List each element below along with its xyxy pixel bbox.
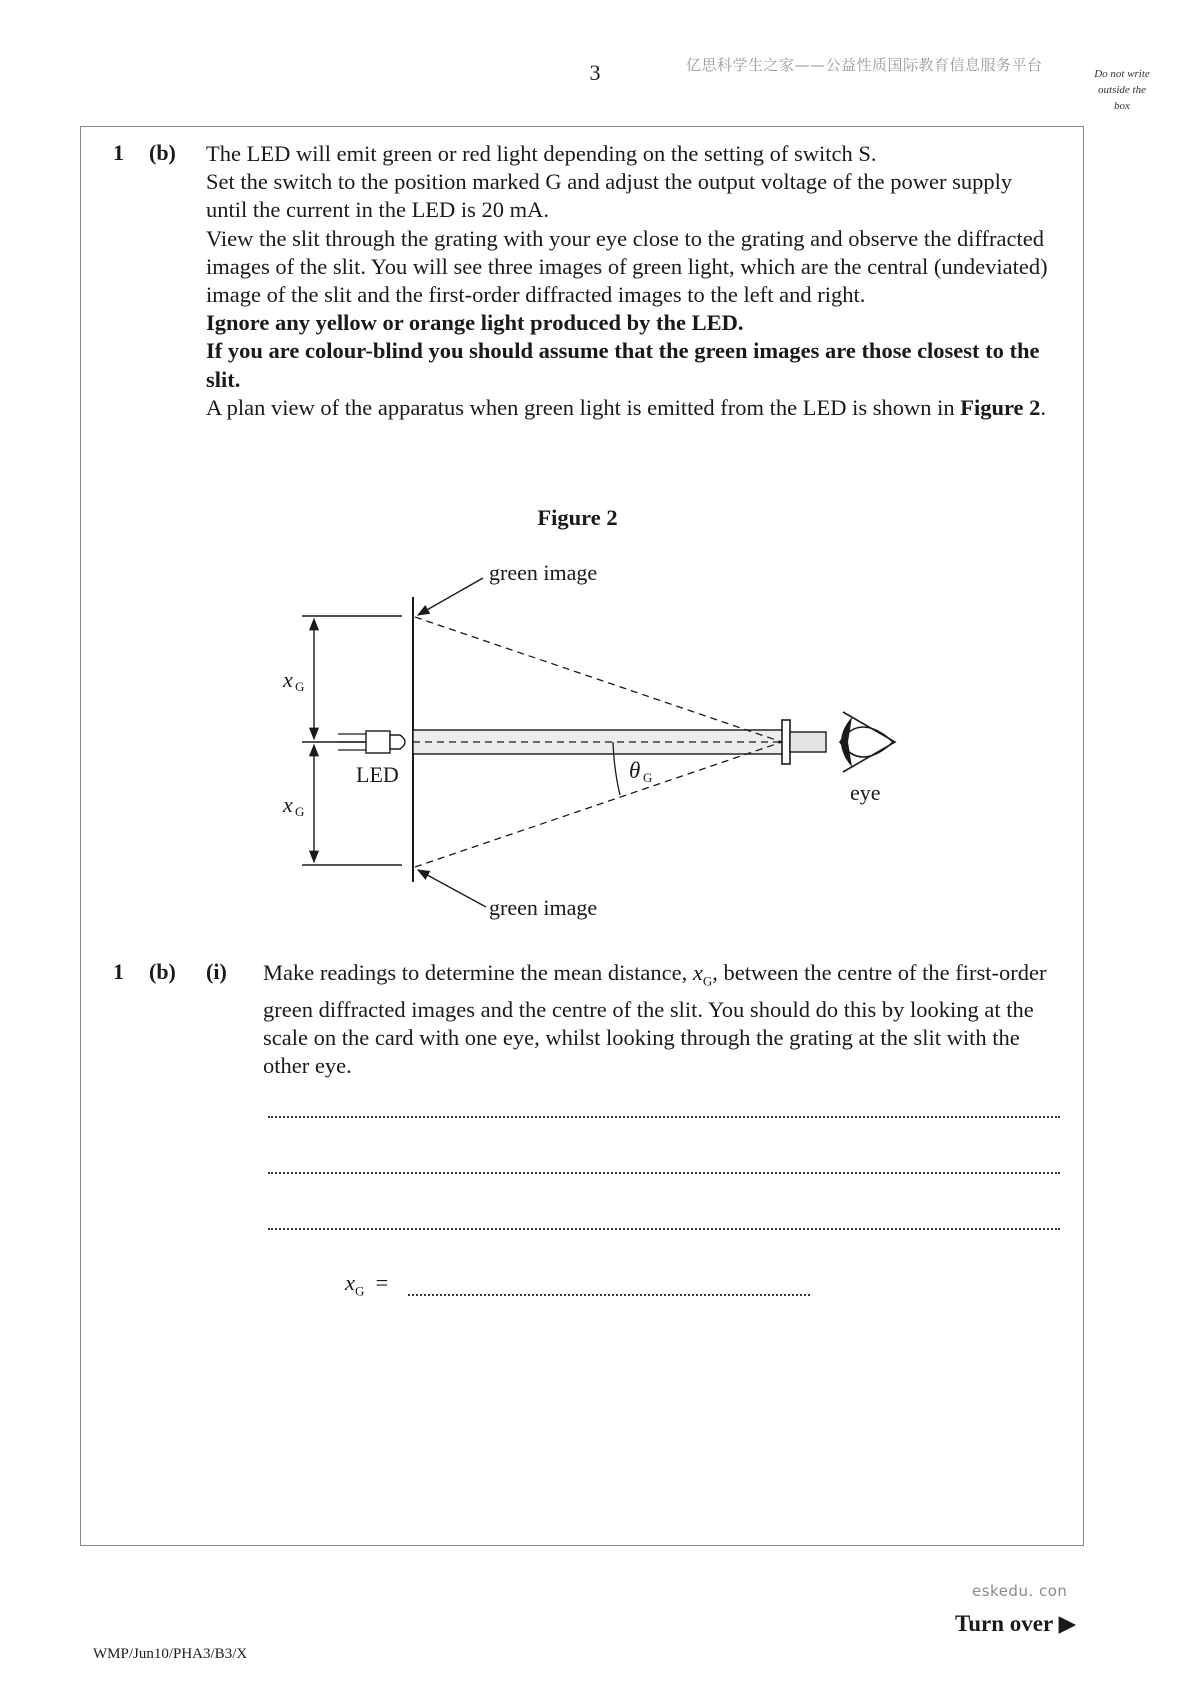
question-number: 1 (113, 140, 124, 165)
green-image-bottom-label: green image (489, 895, 598, 920)
answer-subscript: G (355, 1283, 365, 1299)
green-image-top-label: green image (489, 560, 598, 585)
paragraph: Set the switch to the position marked G and adjust the output voltage of the power supply until the current in the LED is 20 mA. (206, 169, 1013, 223)
question-number: 1 (113, 959, 124, 984)
question-text: , between the centre of the first-order green diffracted images and the centre of the slit. You should do this by looking at the scale on the card with one eye, whilst looking through the grating at the slit with the other eye. (263, 960, 1047, 1079)
answer-line[interactable] (268, 1228, 1060, 1230)
answer-equals: = (375, 1270, 389, 1295)
answer-variable: x (345, 1270, 355, 1295)
variable-x: x (692, 960, 703, 985)
answer-label (345, 1270, 388, 1300)
paragraph-text: A plan view of the apparatus when green light is emitted from the LED is shown in (206, 394, 955, 420)
paper-code: WMP/Jun10/PHA3/B3/X (93, 1646, 248, 1662)
watermark-header: 亿思科学生之家——公益性质国际教育信息服务平台 (686, 56, 1043, 74)
xg-lower-label (282, 792, 304, 819)
theta-symbol: θ (629, 758, 641, 783)
upper-diffracted-ray (415, 617, 782, 742)
question-part: (b) (149, 140, 176, 165)
eye-icon (840, 712, 895, 772)
led-icon (338, 731, 405, 753)
green-image-top-arrow (418, 578, 483, 615)
turn-over-label: Turn over ▶ (955, 1611, 1077, 1636)
grating (782, 720, 790, 764)
page-number: 3 (589, 60, 601, 85)
question-part: (b) (149, 959, 176, 984)
xg-upper-label (282, 667, 304, 694)
answer-line[interactable] (268, 1116, 1060, 1118)
x-subscript: G (295, 679, 305, 694)
answer-line[interactable] (268, 1172, 1060, 1174)
led-label: LED (356, 762, 399, 787)
answer-value-line[interactable] (408, 1294, 810, 1296)
bold-instruction: If you are colour-blind you should assume that the green images are those closest to the slit. (206, 338, 1040, 392)
lower-diffracted-ray (415, 742, 782, 867)
paragraph-end: . (1040, 394, 1047, 420)
watermark-footer: eskedu. con (972, 1582, 1068, 1600)
question-text: Make readings to determine the mean distance, (263, 960, 693, 985)
paragraph: The LED will emit green or red light depending on the setting of switch S. (206, 141, 877, 166)
margin-note-line: box (1114, 100, 1130, 112)
eye-label: eye (850, 780, 881, 805)
figure-title: Figure 2 (537, 505, 618, 530)
theta-subscript: G (643, 770, 653, 785)
x-symbol: x (283, 667, 293, 692)
question-b-i-text (263, 959, 1063, 1080)
bold-instruction: Ignore any yellow or orange light produced by the LED. (206, 310, 744, 336)
question-subpart: (i) (206, 959, 227, 984)
grating-mount (790, 732, 826, 752)
green-image-bottom-arrow (418, 870, 486, 907)
paragraph: View the slit through the grating with your eye close to the grating and observe the diffracted images of the slit. You will see three images of green light, which are the central (undeviated) image of the slit and the first-order diffracted images to the left and right. (206, 225, 1048, 308)
margin-note-line: outside the (1098, 84, 1146, 96)
margin-note-line: Do not write (1094, 68, 1150, 80)
x-symbol: x (283, 792, 293, 817)
variable-subscript: G (702, 973, 713, 989)
theta-g-label (629, 758, 652, 785)
x-subscript: G (295, 804, 305, 819)
figure-reference: Figure 2 (960, 394, 1041, 420)
